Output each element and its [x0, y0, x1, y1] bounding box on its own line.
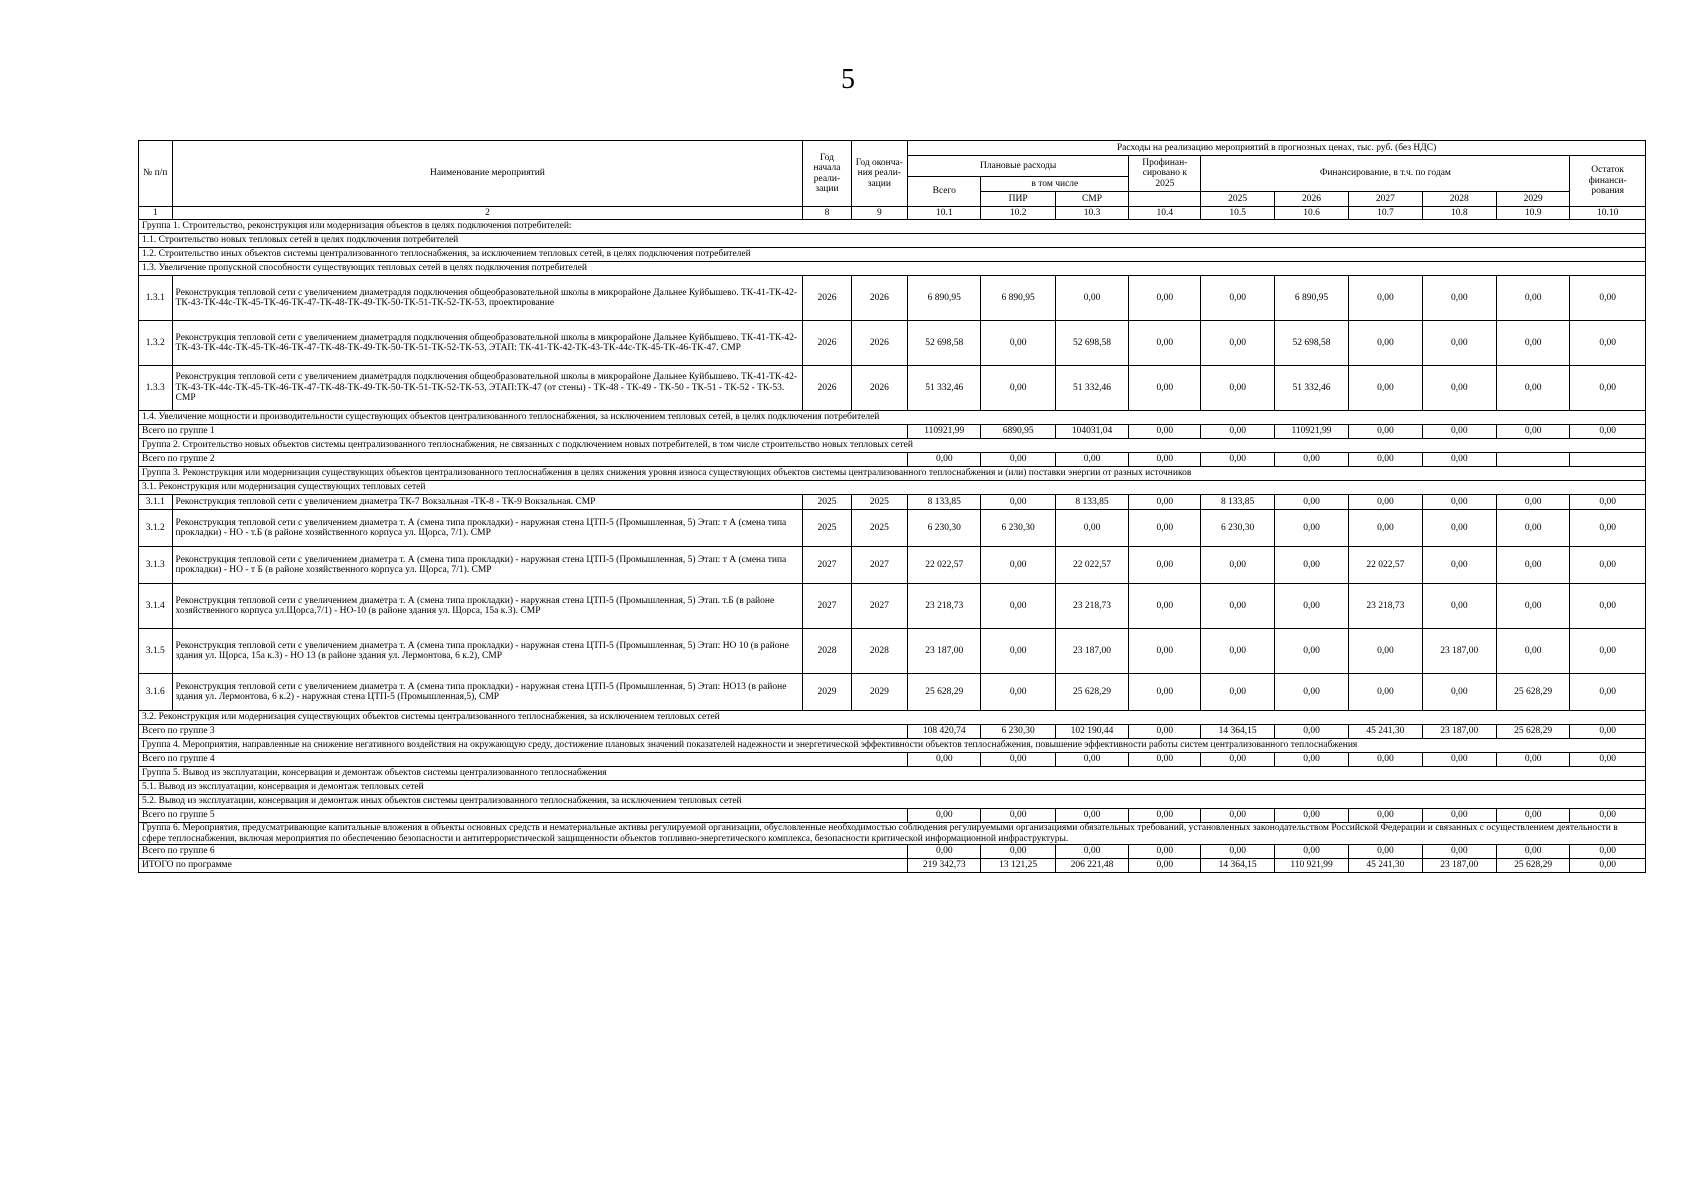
row-year-start: 2025 [803, 510, 851, 547]
row-value: 0,00 [1129, 276, 1201, 321]
row-value: 6 230,30 [1201, 510, 1274, 547]
subgroup-1-3 [139, 262, 1646, 276]
row-value: 0,00 [1570, 629, 1646, 674]
group-4-heading-text: Группа 4. Мероприятия, направленные на снижение негативного воздействия на окружающую среду, достижение плановых значений показателей надежности и энергетической эффективности объектов теплоснабжения, повышение эффективности работы систем централизованного теплоснабжения [139, 739, 1646, 753]
group-6-total [139, 845, 1646, 859]
row-value: 52 698,58 [908, 321, 981, 366]
group-3-heading-text: Группа 3. Реконструкция или модернизация существующих объектов централизованного теплоснабжения в целях снижения уровня износа существующих объектов системы централизованного теплоснабжения и (или) поставки энергии от разных источников [139, 467, 1646, 481]
total-value: 0,00 [1274, 725, 1348, 739]
total-value: 104031,04 [1055, 425, 1128, 439]
total-value: 110921,99 [908, 425, 981, 439]
row-number: 1.3.2 [139, 321, 173, 366]
row-name: Реконструкция тепловой сети с увеличением диаметрадля подключения общеобразовательной школы в микрорайоне Дальнее Куйбышево. ТК-41-ТК-42-ТК-43-ТК-44с-ТК-45-ТК-46-ТК-47-ТК-48-ТК-49-ТК-50-ТК-51-ТК-52-ТК-53, проектирование [172, 276, 803, 321]
total-value: 108 420,74 [908, 725, 981, 739]
row-number: 3.1.6 [139, 674, 173, 711]
row-value: 0,00 [1349, 495, 1422, 510]
total-value: 0,00 [1496, 425, 1569, 439]
total-value: 0,00 [1422, 809, 1496, 823]
row-value: 0,00 [1129, 510, 1201, 547]
group-4-total [139, 753, 1646, 767]
row-value: 23 187,00 [1422, 629, 1496, 674]
total-value: 14 364,15 [1201, 725, 1274, 739]
column-number: 10.10 [1570, 207, 1646, 220]
row-value: 0,00 [1570, 495, 1646, 510]
row-value: 25 628,29 [1055, 674, 1128, 711]
total-value: 0,00 [908, 453, 981, 467]
row-year-start: 2025 [803, 495, 851, 510]
column-number: 10.1 [908, 207, 981, 220]
group-4-total-label: Всего по группе 4 [139, 753, 908, 767]
row-year-end: 2029 [851, 674, 908, 711]
total-value: 23 187,00 [1422, 725, 1496, 739]
table-row [139, 321, 1646, 366]
row-value: 0,00 [1201, 321, 1274, 366]
row-value: 0,00 [1274, 510, 1348, 547]
header-year-start: Год начала реали-зации [803, 141, 851, 207]
column-number: 10.7 [1349, 207, 1422, 220]
row-year-end: 2027 [851, 547, 908, 584]
row-value: 0,00 [1570, 547, 1646, 584]
row-value: 22 022,57 [908, 547, 981, 584]
column-number: 8 [803, 207, 851, 220]
row-value: 52 698,58 [1055, 321, 1128, 366]
row-value: 22 022,57 [1055, 547, 1128, 584]
row-value: 23 218,73 [1349, 584, 1422, 629]
row-year-end: 2026 [851, 276, 908, 321]
program-total-label: ИТОГО по программе [139, 859, 908, 873]
total-value: 206 221,48 [1055, 859, 1128, 873]
row-year-start: 2027 [803, 584, 851, 629]
row-value: 0,00 [1201, 674, 1274, 711]
header-prefinanced: Профинан-сировано к 2025 [1129, 156, 1201, 192]
subgroup-3-2 [139, 711, 1646, 725]
row-value: 6 890,95 [981, 276, 1055, 321]
row-value: 0,00 [1570, 321, 1646, 366]
header-year-end: Год оконча-ния реали-зации [851, 141, 908, 207]
row-value: 0,00 [1129, 629, 1201, 674]
total-value: 0,00 [1349, 453, 1422, 467]
row-name: Реконструкция тепловой сети с увеличением диаметра т. А (смена типа прокладки) - наружная стена ЦТП-5 (Промышленная, 5) Этап: НО 10 (в районе здания ул. Щорса, 15а к.3) - НО 13 (в районе здания ул. Лермонтова, 6 к.2), СМР [172, 629, 803, 674]
row-value: 0,00 [1274, 547, 1348, 584]
group-2-heading-text: Группа 2. Строительство новых объектов системы централизованного теплоснабжения, не связанных с подключением новых потребителей, в том числе строительство новых тепловых сетей [139, 439, 1646, 453]
header-remainder: Остаток финанси-рования [1570, 156, 1646, 207]
row-year-end: 2028 [851, 629, 908, 674]
total-value: 0,00 [1055, 753, 1128, 767]
total-value: 0,00 [908, 753, 981, 767]
total-value: 0,00 [981, 753, 1055, 767]
header-incl: в том числе [981, 177, 1129, 192]
row-value: 0,00 [981, 366, 1055, 411]
row-value: 0,00 [1349, 629, 1422, 674]
row-value: 6 890,95 [908, 276, 981, 321]
row-value: 51 332,46 [1055, 366, 1128, 411]
column-number: 10.3 [1055, 207, 1128, 220]
group-1-heading [139, 220, 1646, 234]
total-value: 0,00 [1201, 453, 1274, 467]
total-value: 23 187,00 [1422, 859, 1496, 873]
total-value: 0,00 [1496, 753, 1569, 767]
group-6-heading [139, 823, 1646, 845]
table-row [139, 510, 1646, 547]
row-value: 0,00 [1422, 495, 1496, 510]
total-value: 0,00 [1274, 809, 1348, 823]
header-year: 2028 [1422, 192, 1496, 207]
row-year-start: 2027 [803, 547, 851, 584]
total-value: 0,00 [1129, 453, 1201, 467]
header-num: № п/п [139, 141, 173, 207]
row-value: 51 332,46 [908, 366, 981, 411]
subgroup-5-2-text: 5.2. Вывод из эксплуатации, консервация и демонтаж иных объектов системы централизованного теплоснабжения, за исключением тепловых сетей [139, 795, 1646, 809]
total-value: 102 190,44 [1055, 725, 1128, 739]
total-value: 0,00 [1201, 845, 1274, 859]
row-value: 0,00 [1496, 629, 1569, 674]
row-value: 0,00 [1422, 674, 1496, 711]
header-year: 2027 [1349, 192, 1422, 207]
header-smr: СМР [1055, 192, 1128, 207]
column-number: 9 [851, 207, 908, 220]
program-table [138, 140, 1646, 873]
group-2-total-label: Всего по группе 2 [139, 453, 908, 467]
row-value: 0,00 [1496, 276, 1569, 321]
total-value: 0,00 [1570, 725, 1646, 739]
total-value: 25 628,29 [1496, 725, 1569, 739]
subgroup-1-1-text: 1.1. Строительство новых тепловых сетей в целях подключения потребителей [139, 234, 1646, 248]
total-value: 25 628,29 [1496, 859, 1569, 873]
total-value: 0,00 [1570, 753, 1646, 767]
row-value: 0,00 [1422, 366, 1496, 411]
row-value: 0,00 [1496, 584, 1569, 629]
row-value: 25 628,29 [1496, 674, 1569, 711]
header-pir: ПИР [981, 192, 1055, 207]
total-value: 0,00 [1129, 425, 1201, 439]
group-2-heading [139, 439, 1646, 453]
row-value: 0,00 [981, 629, 1055, 674]
total-value: 0,00 [1201, 809, 1274, 823]
subgroup-1-2-text: 1.2. Строительство иных объектов системы централизованного теплоснабжения, за исключением тепловых сетей, в целях подключения потребителей [139, 248, 1646, 262]
row-value: 23 218,73 [908, 584, 981, 629]
group-6-total-label: Всего по группе 6 [139, 845, 908, 859]
row-value: 0,00 [1496, 495, 1569, 510]
group-5-total [139, 809, 1646, 823]
subgroup-1-4 [139, 411, 1646, 425]
row-number: 3.1.4 [139, 584, 173, 629]
header-prefin-blank [1129, 192, 1201, 207]
total-value: 13 121,25 [981, 859, 1055, 873]
column-number-row [139, 207, 1646, 220]
total-value [1570, 453, 1646, 467]
row-value: 0,00 [1349, 276, 1422, 321]
total-value: 0,00 [1129, 845, 1201, 859]
total-value: 0,00 [1422, 425, 1496, 439]
total-value: 0,00 [1201, 753, 1274, 767]
row-value: 6 230,30 [981, 510, 1055, 547]
subgroup-1-1 [139, 234, 1646, 248]
total-value: 0,00 [1570, 425, 1646, 439]
row-number: 3.1.1 [139, 495, 173, 510]
total-value: 0,00 [1570, 809, 1646, 823]
row-value: 51 332,46 [1274, 366, 1348, 411]
row-year-start: 2026 [803, 321, 851, 366]
header-planned: Плановые расходы [908, 156, 1129, 177]
row-year-end: 2027 [851, 584, 908, 629]
row-name: Реконструкция тепловой сети с увеличением диаметра т. А (смена типа прокладки) - наружная стена ЦТП-5 (Промышленная, 5) Этап: НО13 (в районе здания ул. Лермонтова, 6 к.2) - наружная стена ЦТП-5 (Промышленная,5), СМР [172, 674, 803, 711]
row-value: 0,00 [1496, 547, 1569, 584]
group-1-heading-text: Группа 1. Строительство, реконструкция или модернизация объектов в целях подключения потребителей: [139, 220, 1646, 234]
group-6-heading-text: Группа 6. Мероприятия, предусматривающие капитальные вложения в объекты основных средств и нематериальные активы регулируемой организации, обусловленные необходимостью соблюдения регулируемыми организациями обязательных требований, установленных законодательством Российской Федерации и связанных с осуществлением деятельности в сфере теплоснабжения, включая мероприятия по обеспечению безопасности и антитеррористической защищенности объектов топливно-энергетического комплекса, безопасности критической информационной инфраструктуры. [139, 823, 1646, 845]
row-value: 0,00 [1129, 674, 1201, 711]
total-value: 0,00 [1274, 753, 1348, 767]
row-year-end: 2026 [851, 366, 908, 411]
total-value: 0,00 [1055, 809, 1128, 823]
row-value: 0,00 [1422, 321, 1496, 366]
header-year: 2025 [1201, 192, 1274, 207]
row-value: 0,00 [1422, 547, 1496, 584]
row-name: Реконструкция тепловой сети с увеличением диаметра т. А (смена типа прокладки) - наружная стена ЦТП-5 (Промышленная, 5) Этап. т.Б (в районе хозяйственного корпуса ул.Щорса,7/1) - НО-10 (в районе здания ул. Щорса, 15а к.3). СМР [172, 584, 803, 629]
group-5-total-label: Всего по группе 5 [139, 809, 908, 823]
row-value: 0,00 [981, 547, 1055, 584]
total-value: 0,00 [1422, 453, 1496, 467]
header-year: 2026 [1274, 192, 1348, 207]
total-value: 219 342,73 [908, 859, 981, 873]
total-value [1496, 453, 1569, 467]
row-value: 0,00 [1274, 629, 1348, 674]
row-value: 0,00 [1129, 547, 1201, 584]
table-row [139, 547, 1646, 584]
table-row [139, 366, 1646, 411]
row-year-start: 2026 [803, 366, 851, 411]
row-value: 0,00 [981, 495, 1055, 510]
group-5-heading [139, 767, 1646, 781]
header-financing: Финансирование, в т.ч. по годам [1201, 156, 1570, 192]
row-number: 3.1.3 [139, 547, 173, 584]
row-value: 0,00 [1274, 495, 1348, 510]
row-value: 0,00 [1201, 629, 1274, 674]
row-value: 0,00 [1274, 584, 1348, 629]
row-value: 6 230,30 [908, 510, 981, 547]
group-3-heading [139, 467, 1646, 481]
total-value: 6890,95 [981, 425, 1055, 439]
header-total: Всего [908, 177, 981, 207]
column-number: 2 [172, 207, 803, 220]
row-value: 0,00 [1496, 366, 1569, 411]
column-number: 10.2 [981, 207, 1055, 220]
subgroup-3-1 [139, 481, 1646, 495]
subgroup-5-1 [139, 781, 1646, 795]
column-number: 10.6 [1274, 207, 1348, 220]
row-value: 0,00 [1570, 366, 1646, 411]
row-value: 23 218,73 [1055, 584, 1128, 629]
subgroup-5-1-text: 5.1. Вывод из эксплуатации, консервация и демонтаж тепловых сетей [139, 781, 1646, 795]
page-number: 5 [841, 64, 855, 95]
row-value: 0,00 [1349, 510, 1422, 547]
table-row [139, 276, 1646, 321]
row-value: 52 698,58 [1274, 321, 1348, 366]
table-row [139, 629, 1646, 674]
total-value: 6 230,30 [981, 725, 1055, 739]
row-value: 22 022,57 [1349, 547, 1422, 584]
table-row [139, 495, 1646, 510]
total-value: 110921,99 [1274, 425, 1348, 439]
group-1-total-label: Всего по группе 1 [139, 425, 908, 439]
row-value: 0,00 [1496, 510, 1569, 547]
header-year: 2029 [1496, 192, 1569, 207]
row-value: 0,00 [1129, 366, 1201, 411]
total-value: 0,00 [1422, 845, 1496, 859]
total-value: 0,00 [1129, 725, 1201, 739]
group-4-heading [139, 739, 1646, 753]
row-number: 1.3.1 [139, 276, 173, 321]
total-value: 110 921,99 [1274, 859, 1348, 873]
subgroup-1-2 [139, 248, 1646, 262]
row-name: Реконструкция тепловой сети с увеличением диаметра т. А (смена типа прокладки) - наружная стена ЦТП-5 (Промышленная, 5) Этап: т А (смена типа прокладки) - НО - т Б (в районе хозяйственного корпуса ул. Щорса, 7/1). СМР [172, 547, 803, 584]
row-value: 0,00 [1201, 366, 1274, 411]
row-value: 8 133,85 [1055, 495, 1128, 510]
column-number: 10.4 [1129, 207, 1201, 220]
row-value: 0,00 [1201, 584, 1274, 629]
row-value: 0,00 [1422, 510, 1496, 547]
row-number: 3.1.2 [139, 510, 173, 547]
total-value: 0,00 [1349, 845, 1422, 859]
row-value: 0,00 [1129, 321, 1201, 366]
row-year-start: 2029 [803, 674, 851, 711]
row-name: Реконструкция тепловой сети с увеличением диаметрадля подключения общеобразовательной школы в микрорайоне Дальнее Куйбышево. ТК-41-ТК-42-ТК-43-ТК-44с-ТК-45-ТК-46-ТК-47-ТК-48-ТК-49-ТК-50-ТК-51-ТК-52-ТК-53, ЭТАП:ТК-47 (от стены) - ТК-48 - ТК-49 - ТК-50 - ТК-51 - ТК-52 - ТК-53. СМР [172, 366, 803, 411]
total-value: 0,00 [981, 845, 1055, 859]
subgroup-5-2 [139, 795, 1646, 809]
row-value: 0,00 [1201, 276, 1274, 321]
total-value: 0,00 [1129, 753, 1201, 767]
row-value: 6 890,95 [1274, 276, 1348, 321]
row-value: 0,00 [1570, 276, 1646, 321]
row-number: 1.3.3 [139, 366, 173, 411]
row-value: 0,00 [981, 674, 1055, 711]
row-value: 0,00 [1496, 321, 1569, 366]
total-value: 0,00 [1570, 859, 1646, 873]
row-year-end: 2025 [851, 495, 908, 510]
total-value: 0,00 [1422, 753, 1496, 767]
row-value: 0,00 [1129, 584, 1201, 629]
total-value: 0,00 [1274, 453, 1348, 467]
total-value: 0,00 [981, 453, 1055, 467]
row-value: 0,00 [1570, 674, 1646, 711]
group-5-heading-text: Группа 5. Вывод из эксплуатации, консервация и демонтаж объектов системы централизованного теплоснабжения [139, 767, 1646, 781]
group-1-total [139, 425, 1646, 439]
total-value: 0,00 [981, 809, 1055, 823]
group-3-total-label: Всего по группе 3 [139, 725, 908, 739]
row-year-start: 2028 [803, 629, 851, 674]
total-value: 0,00 [1274, 845, 1348, 859]
row-name: Реконструкция тепловой сети с увеличением диаметра ТК-7 Вокзальная -ТК-8 - ТК-9 Вокзальная. СМР [172, 495, 803, 510]
group-3-total [139, 725, 1646, 739]
header-name: Наименование мероприятий [172, 141, 803, 207]
row-value: 0,00 [981, 584, 1055, 629]
row-year-end: 2026 [851, 321, 908, 366]
total-value: 0,00 [1349, 753, 1422, 767]
row-value: 0,00 [1349, 674, 1422, 711]
row-name: Реконструкция тепловой сети с увеличением диаметра т. А (смена типа прокладки) - наружная стена ЦТП-5 (Промышленная, 5) Этап: т А (смена типа прокладки) - НО - т.Б (в районе хозяйственного корпуса ул. Щорса, 7/1). СМР [172, 510, 803, 547]
row-value: 0,00 [1201, 547, 1274, 584]
row-value: 0,00 [1570, 510, 1646, 547]
subgroup-3-2-text: 3.2. Реконструкция или модернизация существующих объектов системы централизованного теплоснабжения, за исключением тепловых сетей [139, 711, 1646, 725]
row-value: 0,00 [1349, 321, 1422, 366]
row-value: 0,00 [1422, 276, 1496, 321]
subgroup-1-3-text: 1.3. Увеличение пропускной способности существующих тепловых сетей в целях подключения потребителей [139, 262, 1646, 276]
total-value: 0,00 [1349, 809, 1422, 823]
header-expenses: Расходы на реализацию мероприятий в прогнозных ценах, тыс. руб. (без НДС) [908, 141, 1646, 156]
row-value: 0,00 [1055, 510, 1128, 547]
table-row [139, 674, 1646, 711]
row-value: 23 187,00 [908, 629, 981, 674]
total-value: 0,00 [908, 845, 981, 859]
table-row [139, 584, 1646, 629]
row-value: 0,00 [1274, 674, 1348, 711]
row-number: 3.1.5 [139, 629, 173, 674]
row-value: 0,00 [981, 321, 1055, 366]
total-value: 0,00 [1201, 425, 1274, 439]
row-value: 8 133,85 [908, 495, 981, 510]
total-value: 0,00 [1349, 425, 1422, 439]
row-value: 0,00 [1055, 276, 1128, 321]
column-number: 10.9 [1496, 207, 1569, 220]
column-number: 10.8 [1422, 207, 1496, 220]
total-value: 0,00 [1129, 809, 1201, 823]
total-value: 14 364,15 [1201, 859, 1274, 873]
total-value: 45 241,30 [1349, 859, 1422, 873]
program-total [139, 859, 1646, 873]
row-year-end: 2025 [851, 510, 908, 547]
row-value: 23 187,00 [1055, 629, 1128, 674]
row-value: 8 133,85 [1201, 495, 1274, 510]
total-value: 0,00 [1570, 845, 1646, 859]
row-name: Реконструкция тепловой сети с увеличением диаметрадля подключения общеобразовательной школы в микрорайоне Дальнее Куйбышево. ТК-41-ТК-42-ТК-43-ТК-44с-ТК-45-ТК-46-ТК-47-ТК-48-ТК-49-ТК-50-ТК-51-ТК-52-ТК-53, ЭТАП: ТК-41-ТК-42-ТК-43-ТК-44с-ТК-45-ТК-46-ТК-47. СМР [172, 321, 803, 366]
total-value: 0,00 [1055, 845, 1128, 859]
row-value: 0,00 [1129, 495, 1201, 510]
row-value: 0,00 [1422, 584, 1496, 629]
total-value: 0,00 [908, 809, 981, 823]
total-value: 45 241,30 [1349, 725, 1422, 739]
total-value: 0,00 [1496, 845, 1569, 859]
row-value: 0,00 [1349, 366, 1422, 411]
row-value: 25 628,29 [908, 674, 981, 711]
subgroup-1-4-text: 1.4. Увеличение мощности и производительности существующих объектов централизованного теплоснабжения, за исключением тепловых сетей, в целях подключения потребителей [139, 411, 1646, 425]
column-number: 1 [139, 207, 173, 220]
row-year-start: 2026 [803, 276, 851, 321]
row-value: 0,00 [1570, 584, 1646, 629]
column-number: 10.5 [1201, 207, 1274, 220]
total-value: 0,00 [1496, 809, 1569, 823]
total-value: 0,00 [1129, 859, 1201, 873]
group-2-total [139, 453, 1646, 467]
subgroup-3-1-text: 3.1. Реконструкция или модернизация существующих тепловых сетей [139, 481, 1646, 495]
total-value: 0,00 [1055, 453, 1128, 467]
